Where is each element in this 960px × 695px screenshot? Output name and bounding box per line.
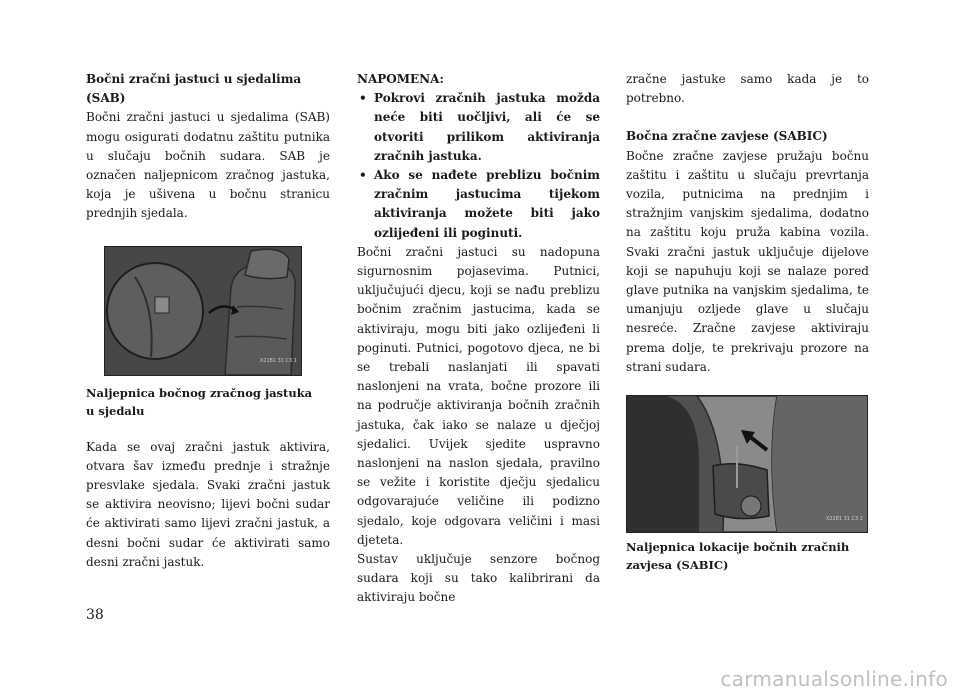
sabic-heading: Bočna zračne zavjese (SABIC) — [626, 129, 828, 144]
page-number: 38 — [86, 607, 104, 623]
middle-column — [357, 70, 600, 608]
seat-figure-caption-line1: Naljepnica bočnog zračnog jastuka — [86, 385, 313, 400]
left-column — [86, 70, 330, 572]
warning-item: • Ako se nađete preblizu bočnim zračnim jastucima tijekom aktiviranja možete biti jako ozlijeđeni ili poginuti. — [357, 166, 600, 243]
sabic-text: Bočne zračne zavjese pružaju bočnu zaštitu i zaštitu u slučaju prevrtanja vozila, putnicima na prednjim i stražnjim vanjskim sjedalima, dodatno na zaštitu koju pruža kabina vozila. Svaki zračni jastuk uključuje dijelove koji se napuhuju koji se nalaze pored glave putnika na vanjskim sjedalima, te umanjuju ozljede glave u slučaju nesreće. Zračne zavjese aktiviraju prema dolje, te prekrivaju prozore na strani sudara. — [626, 148, 869, 374]
warning-item: • Pokrovi zračnih jastuka možda neće biti uočljivi, ali će se otvoriti prilikom aktiviranja zračnih jastuka. — [357, 89, 600, 166]
sab-heading: Bočni zračni jastuci u sjedalima — [86, 72, 302, 86]
note-heading: NAPOMENA: — [357, 72, 444, 86]
right-column — [626, 70, 869, 574]
curtain-airbag-figure — [626, 395, 868, 533]
figure-code: X2281 31 C3 1 — [259, 358, 297, 365]
sab-safety-text: Bočni zračni jastuci su nadopuna sigurnosnim pojasevima. Putnici, uključujući djecu, koji se nađu preblizu bočnim zračnim jastucima, kada se aktiviraju, mogu biti jako ozlijeđeni li poginuti. Putnici, pogotovo djeca, ne bi se trebali naslanjati ili spavati naslonjeni na vrata, bočne prozore ili na područje aktiviranja bočnih zračnih jastuka, čak iako se nalaze u dječjoj sjedalici. Uvijek sjedite uspravno naslonjeni na naslon sjedala, pravilno se vežite i koristite dječju sjedalicu odgovarajuće veličine ili podizno sjedalo, koje odgovara veličini i masi djeteta. — [357, 244, 600, 547]
curtain-figure-caption-line2: zavjesa (SABIC) — [626, 558, 729, 573]
seat-figure-caption-line2: u sjedalu — [86, 403, 145, 418]
watermark: carmanualsonline.info — [720, 667, 948, 691]
warning-list — [357, 89, 600, 243]
sab-activation-text: Kada se ovaj zračni jastuk aktivira, otvara šav između prednje i stražnje presvlake sjedala. Svaki zračni jastuk se aktivira neovisno; lijevi bočni sudar će aktivirati samo lijevi zračni jastuk, a desni bočni sudar će aktivirati samo desni zračni jastuk. — [86, 439, 330, 569]
sab-intro: Bočni zračni jastuci u sjedalima (SAB) mogu osigurati dodatnu zaštitu putnika u slučaju bočnih sudara. SAB je označen naljepnicom zračnog jastuka, koja je ušivena u bočnu stranicu prednjih sjedala. — [86, 110, 330, 221]
figure-code: X2281 31 C3 2 — [825, 515, 863, 522]
continuation-text: zračne jastuke samo kada je to potrebno. — [626, 72, 869, 106]
seat-airbag-figure — [104, 246, 302, 376]
sab-heading-abbr: (SAB) — [86, 91, 126, 106]
sensor-text: Sustav uključuje senzore bočnog sudara koji su tako kalibrirani da aktiviraju bočne — [357, 552, 600, 605]
curtain-figure-caption-line1: Naljepnica lokacije bočnih zračnih — [626, 540, 850, 555]
